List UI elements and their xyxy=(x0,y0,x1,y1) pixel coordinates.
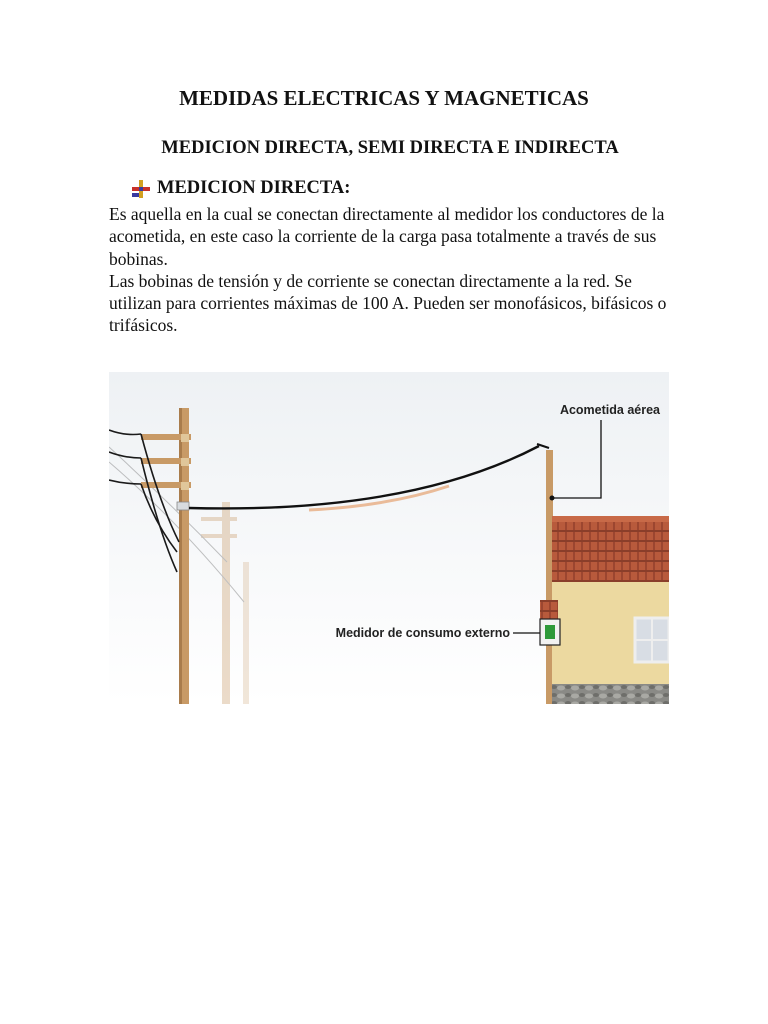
paragraph-1: Es aquella en la cual se conectan directamente al medidor los conductores de la acometida, en este caso la corriente de la carga pasa totalmente a través de sus bobinas. xyxy=(109,204,665,269)
label-service-drop: Acometida aérea xyxy=(559,403,660,417)
section-heading xyxy=(131,178,350,199)
service-mast xyxy=(546,450,553,704)
plus-bullet-icon xyxy=(131,179,151,199)
service-drop-illustration xyxy=(109,372,669,704)
electric-meter xyxy=(540,600,560,645)
section-heading-text: MEDICION DIRECTA: xyxy=(157,178,351,198)
label-meter: Medidor de consumo externo xyxy=(335,626,510,640)
document-title: MEDIDAS ELECTRICAS Y MAGNETICAS xyxy=(179,86,589,110)
house xyxy=(552,516,669,704)
paragraph-2: Las bobinas de tensión y de corriente se conectan directamente a la red. Se utilizan para corrientes máximas de 100 A. Pueden ser monofásicos, bifásicos o trifásicos. xyxy=(109,270,667,336)
document-subtitle: MEDICION DIRECTA, SEMI DIRECTA E INDIRECTA xyxy=(161,138,619,158)
section-body xyxy=(109,203,669,337)
